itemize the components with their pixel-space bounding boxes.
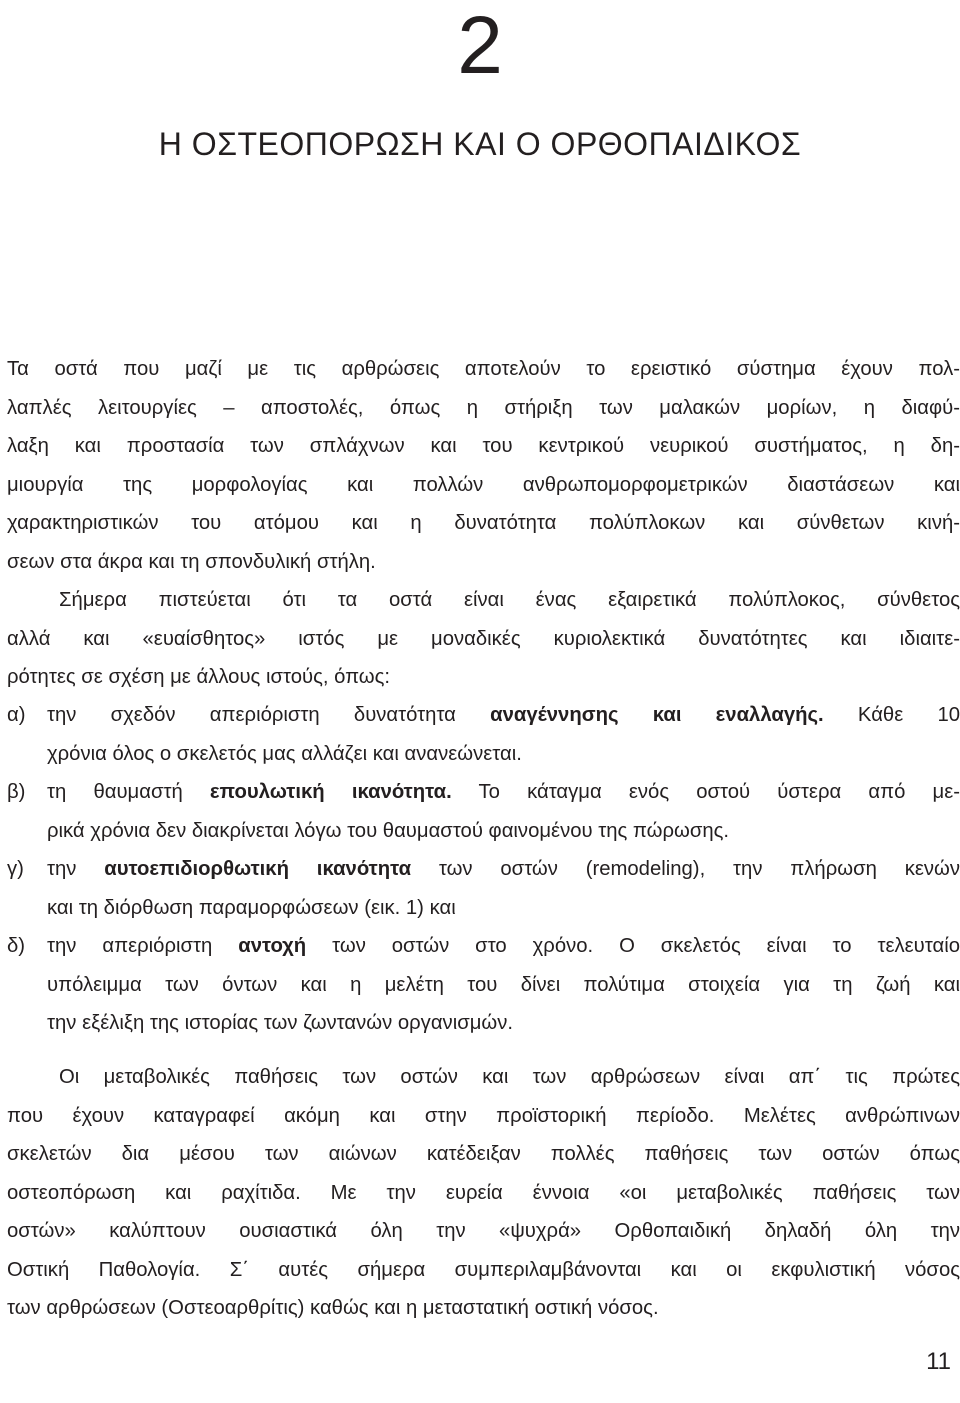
- text-line: οστεοπόρωση και ραχίτιδα. Με την ευρεία έννοια «οι μεταβολικές παθήσεις των: [7, 1181, 960, 1204]
- text-line: ρότητες σε σχέση με άλλους ιστούς, όπως:: [7, 666, 391, 688]
- list-item-d-cont: την εξέλιξη της ιστορίας των ζωντανών οργανισμών.: [47, 1012, 514, 1034]
- list-item-d: [7, 927, 960, 966]
- text-line: χαρακτηριστικών του ατόμου και η δυνατότητα πολύπλοκων και σύνθετων κινή-: [7, 512, 960, 534]
- properties-list: [7, 696, 960, 1043]
- text-line: λαξη και προστασία των σπλάχνων και του κεντρικού νευρικού συστήματος, η δη-: [7, 435, 960, 457]
- list-marker: α): [7, 704, 26, 726]
- text-line: σεων στα άκρα και τη σπονδυλική στήλη.: [7, 550, 376, 573]
- list-text: την: [47, 858, 105, 880]
- list-emphasis: αυτοεπιδιορθωτική ικανότητα: [104, 858, 412, 880]
- chapter-number: 2: [457, 0, 503, 91]
- list-item-a: [7, 696, 960, 735]
- list-marker: γ): [7, 858, 24, 880]
- text-line: σκελετών δια μέσου των αιώνων κατέδειξαν πολλές παθήσεις των οστών όπως: [7, 1143, 960, 1165]
- paragraph-3: [7, 1058, 960, 1328]
- paragraph-2: [7, 581, 960, 697]
- chapter-title: Η ΟΣΤΕΟΠΟΡΩΣΗ ΚΑΙ Ο ΟΡΘΟΠΑΙΔΙΚΟΣ: [158, 126, 802, 162]
- list-text: Κάθε 10: [823, 704, 960, 726]
- list-emphasis: αντοχή: [238, 935, 307, 957]
- text-line: Τα οστά που μαζί με τις αρθρώσεις αποτελούν το ερειστικό σύστημα έχουν πολ-: [7, 358, 960, 380]
- list-emphasis: αναγέννησης και εναλλαγής.: [490, 704, 824, 726]
- list-marker: δ): [7, 935, 26, 957]
- text-line: Οστική Παθολογία. Σ΄ αυτές σήμερα συμπεριλαμβάνονται και οι εκφυλιστική νόσος: [7, 1258, 960, 1281]
- text-line: λαπλές λειτουργίες – αποστολές, όπως η στήριξη των μαλακών μορίων, η διαφύ-: [7, 396, 960, 419]
- text-line: οστών» καλύπτουν ουσιαστικά όλη την «ψυχρά» Ορθοπαιδική δηλαδή όλη την: [7, 1220, 960, 1242]
- list-item-a-cont: χρόνια όλος ο σκελετός μας αλλάζει και ανανεώνεται.: [47, 742, 522, 765]
- list-text: των οστών (remodeling), την πλήρωση κενών: [411, 858, 960, 880]
- list-text: την απεριόριστη: [47, 935, 239, 957]
- list-text: την σχεδόν απεριόριστη δυνατότητα: [47, 704, 491, 726]
- text-line: αλλά και «ευαίσθητος» ιστός με μοναδικές κυριολεκτικά δυνατότητες και ιδιαιτε-: [7, 627, 960, 650]
- text-line: Οι μεταβολικές παθήσεις των οστών και των αρθρώσεων είναι απ΄ τις πρώτες: [59, 1066, 960, 1088]
- list-item-b-cont: ρικά χρόνια δεν διακρίνεται λόγω του θαυμαστού φαινομένου της πώρωσης.: [47, 819, 730, 842]
- text-line: των αρθρώσεων (Οστεοαρθρίτις) καθώς και η μεταστατική οστική νόσος.: [7, 1297, 659, 1319]
- text-line: μιουργία της μορφολογίας και πολλών ανθρωπομορφομετρικών διαστάσεων και: [7, 473, 960, 496]
- list-item-d-cont: υπόλειμμα των όντων και η μελέτη του δίνει πολύτιμα στοιχεία για τη ζωή και: [47, 973, 960, 996]
- text-line: που έχουν καταγραφεί ακόμη και στην προϊστορική περίοδο. Μελέτες ανθρώπινων: [7, 1104, 960, 1127]
- list-text: των οστών στο χρόνο. Ο σκελετός είναι το τελευταίο: [306, 935, 960, 957]
- list-item-b: [7, 773, 960, 812]
- list-emphasis: επουλωτική ικανότητα.: [209, 781, 452, 803]
- page-number: 11: [926, 1348, 951, 1375]
- list-item-c: [7, 850, 960, 889]
- list-text: τη θαυμαστή: [47, 781, 210, 803]
- text-line: Σήμερα πιστεύεται ότι τα οστά είναι ένας εξαιρετικά πολύπλοκος, σύνθετος: [59, 589, 960, 611]
- paragraph-1: [7, 350, 960, 581]
- list-text: Το κάταγμα ενός οστού ύστερα από με-: [451, 781, 960, 803]
- list-item-c-cont: και τη διόρθωση παραμορφώσεων (εικ. 1) και: [47, 896, 456, 919]
- list-marker: β): [7, 781, 26, 803]
